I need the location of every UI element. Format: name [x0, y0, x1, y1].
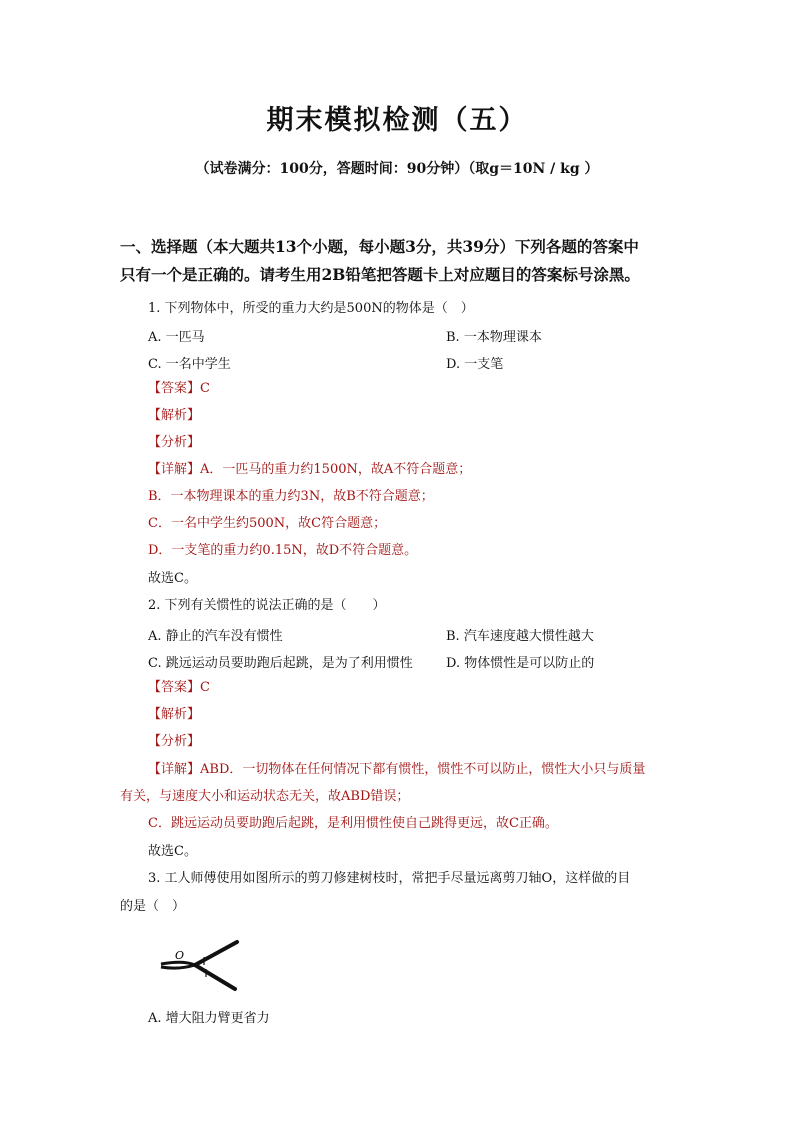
q2-conclusion: 故选C。	[148, 844, 197, 859]
q2-detail-line-2: 有关，与速度大小和运动状态无关，故ABD错误；	[120, 789, 410, 804]
q1-detail-label: 【详解】	[148, 462, 201, 477]
q2-answer-value: C	[200, 680, 210, 695]
q1-option-d: D. 一支笔	[446, 357, 504, 372]
q2-detail-line-1	[148, 761, 645, 779]
exam-subtitle: （试卷满分：100分，答题时间：90分钟）（取g＝10N / kg ）	[195, 161, 599, 177]
scissors-figure	[155, 935, 245, 995]
q3-stem-line1: 3. 工人师傅使用如图所示的剪刀修建树枝时，常把手尽量远离剪刀轴O，这样做的目	[148, 871, 631, 886]
q1-detail-line-3: C．一名中学生约500N，故C符合题意；	[148, 516, 387, 531]
q2-answer-label: 【答案】	[148, 680, 201, 695]
q1-detail-line-4: D．一支笔的重力约0.15N，故D不符合题意。	[148, 543, 418, 558]
q3-stem-line2: 的是（ ）	[120, 899, 186, 914]
scissors-upper-handle	[195, 942, 237, 965]
q1-analysis-label: 【解析】	[148, 408, 201, 423]
q3-option-a: A. 增大阻力臂更省力	[148, 1011, 270, 1026]
scissors-lower-blade	[161, 965, 195, 968]
q2-analysis-label: 【解析】	[148, 707, 201, 722]
page-title: 期末模拟检测（五）	[266, 105, 528, 136]
q2-option-a: A. 静止的汽车没有惯性	[148, 629, 283, 644]
q2-detail-line-3: C．跳远运动员要助跑后起跳，是利用惯性使自己跳得更远，故C正确。	[148, 816, 558, 831]
q1-stem: 1. 下列物体中，所受的重力大约是500N的物体是（ ）	[148, 301, 474, 316]
q2-detail-text-1: ABD．一切物体在任何情况下都有惯性，惯性不可以防止，惯性大小只与质量	[200, 762, 646, 777]
q1-answer-label: 【答案】	[148, 381, 201, 396]
q2-option-c: C. 跳远运动员要助跑后起跳，是为了利用惯性	[148, 656, 413, 671]
section-heading-line1: 一、选择题（本大题共13个小题，每小题3分，共39分）下列各题的答案中	[120, 237, 639, 256]
q2-answer	[148, 679, 210, 697]
scissors-pivot-label: O	[175, 949, 185, 962]
q2-fenxi-label: 【分析】	[148, 734, 201, 749]
q1-detail-line-2: B．一本物理课本的重力约3N，故B不符合题意；	[148, 489, 434, 504]
q1-answer-value: C	[200, 381, 210, 396]
scissors-upper-blade	[161, 962, 195, 965]
q1-fenxi-label: 【分析】	[148, 435, 201, 450]
q1-conclusion: 故选C。	[148, 571, 197, 586]
q2-stem: 2. 下列有关惯性的说法正确的是（ ）	[148, 598, 386, 613]
scissors-lower-handle	[195, 965, 235, 989]
q1-option-b: B. 一本物理课本	[446, 330, 542, 345]
q2-option-d: D. 物体惯性是可以防止的	[446, 656, 595, 671]
q2-detail-label: 【详解】	[148, 762, 201, 777]
q1-answer	[148, 380, 210, 398]
q2-option-b: B. 汽车速度越大惯性越大	[446, 629, 594, 644]
q1-option-c: C. 一名中学生	[148, 357, 231, 372]
q1-option-a: A. 一匹马	[148, 330, 205, 345]
section-heading-line2: 只有一个是正确的。请考生用2B铅笔把答题卡上对应题目的答案标号涂黑。	[120, 265, 640, 284]
q1-detail-line-1	[148, 461, 471, 479]
q1-detail-text-1: A．一匹马的重力约1500N，故A不符合题意；	[200, 462, 472, 477]
